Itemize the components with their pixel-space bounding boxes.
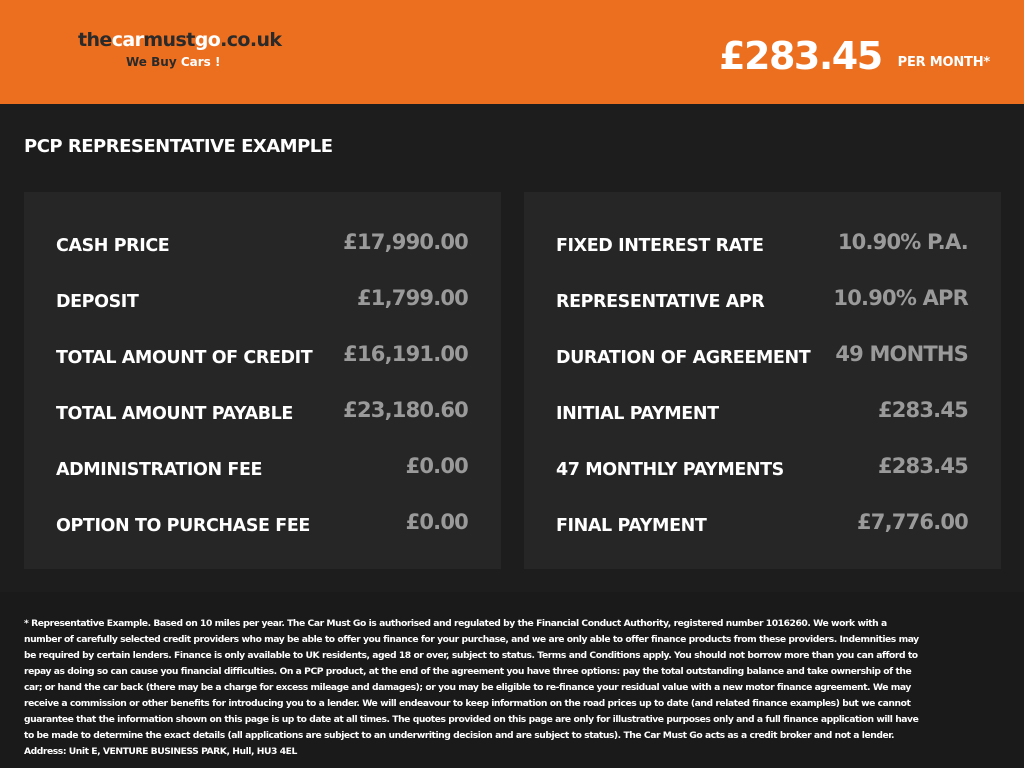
monthly-price (719, 28, 990, 78)
finance-row-value: £17,990.00 (343, 230, 468, 254)
logo-wordmark: thecarmustgo.co.uk (78, 29, 282, 51)
finance-row-value: £0.00 (405, 510, 468, 534)
finance-row-value: £283.45 (877, 398, 968, 422)
finance-row-monthly-payments (556, 453, 968, 483)
finance-row-label: DEPOSIT (56, 292, 139, 312)
section-title: PCP REPRESENTATIVE EXAMPLE (24, 136, 333, 157)
finance-row-admin-fee (56, 453, 468, 483)
finance-row-value: £7,776.00 (856, 510, 968, 534)
finance-row-label: INITIAL PAYMENT (556, 404, 719, 424)
finance-row-label: FINAL PAYMENT (556, 516, 707, 536)
finance-row-value: £1,799.00 (356, 286, 468, 310)
finance-panel-left (24, 192, 501, 569)
finance-row-total-credit (56, 341, 468, 371)
footer (0, 592, 1024, 768)
finance-row-value: 10.90% APR (833, 286, 968, 310)
finance-row-apr (556, 285, 968, 315)
logo-tagline: We Buy Cars ! (126, 55, 221, 69)
finance-row-deposit (56, 285, 468, 315)
finance-row-cash-price (56, 229, 468, 259)
finance-row-value: £23,180.60 (343, 398, 468, 422)
finance-row-value: £283.45 (877, 454, 968, 478)
finance-row-option-fee (56, 509, 468, 539)
finance-row-label: TOTAL AMOUNT PAYABLE (56, 404, 293, 424)
finance-panel-right (524, 192, 1001, 569)
per-month-label: PER MONTH* (897, 55, 990, 70)
finance-row-initial-payment (556, 397, 968, 427)
finance-row-value: £0.00 (405, 454, 468, 478)
finance-row-value: 49 MONTHS (835, 342, 968, 366)
finance-row-label: TOTAL AMOUNT OF CREDIT (56, 348, 313, 368)
finance-row-label: OPTION TO PURCHASE FEE (56, 516, 310, 536)
finance-row-total-payable (56, 397, 468, 427)
finance-row-duration (556, 341, 968, 371)
finance-row-label: CASH PRICE (56, 236, 170, 256)
site-logo[interactable] (78, 28, 288, 78)
finance-row-value: 10.90% P.A. (837, 230, 968, 254)
finance-row-final-payment (556, 509, 968, 539)
finance-row-label: ADMINISTRATION FEE (56, 460, 263, 480)
finance-disclaimer: * Representative Example. Based on 10 miles per year. The Car Must Go is authorised and regulated by the Financial Conduct Authority, registered number 1016260. We work with a number of carefully selected credit providers who may be able to offer you finance for your purchase, and we are only able to offer finance products from these providers. Indemnities may be required by certain lenders. Finance is only available to UK residents, aged 18 or over, subject to status. Terms and Conditions apply. You should not borrow more than you can afford to repay as doing so can cause you financial difficulties. On a PCP product, at the end of the agreement you have three options: pay the total outstanding balance and take ownership of the car; or hand the car back (there may be a charge for excess mileage and damages); or you may be eligible to re-finance your residual value with a new motor finance agreement. We may receive a commission or other benefits for introducing you to a lender. We will endeavour to keep information on the road prices up to date (and related finance examples) but we cannot guarantee that the information shown on this page is up to date at all times. The quotes provided on this page are only for illustrative purposes only and a full finance application will have to be made to determine the exact details (all applications are subject to an underwriting decision and are subject to status). The Car Must Go acts as a credit broker and not a lender. Address: Unit E, VENTURE BUSINESS PARK, Hull, HU3 4EL (24, 618, 919, 757)
finance-row-label: DURATION OF AGREEMENT (556, 348, 811, 368)
finance-row-label: REPRESENTATIVE APR (556, 292, 765, 312)
header-bar (0, 0, 1024, 104)
finance-row-interest-rate (556, 229, 968, 259)
finance-row-label: 47 MONTHLY PAYMENTS (556, 460, 784, 480)
finance-row-value: £16,191.00 (343, 342, 468, 366)
monthly-price-amount: £283.45 (719, 34, 882, 78)
finance-row-label: FIXED INTEREST RATE (556, 236, 764, 256)
